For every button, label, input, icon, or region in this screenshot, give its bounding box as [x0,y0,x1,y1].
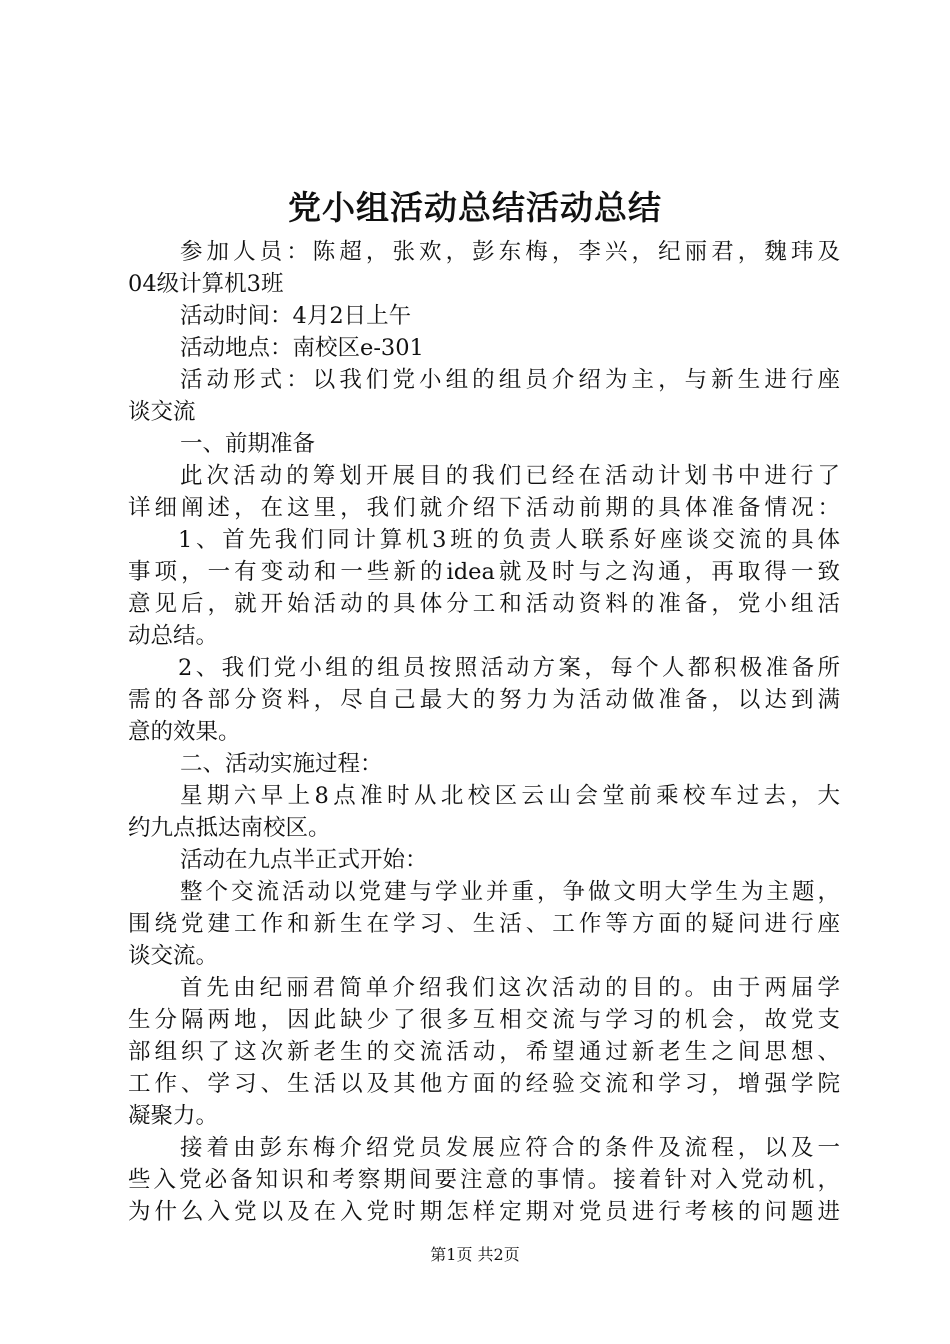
body-line: 围绕党建工作和新生在学习、生活、工作等方面的疑问进行座 [128,911,840,937]
body-line: 为什么入党以及在入党时期怎样定期对党员进行考核的问题进 [128,1199,840,1225]
document-body [128,236,840,1228]
section-heading: 一、前期准备 [180,431,316,457]
body-line: 些入党必备知识和考察期间要注意的事情。接着针对入党动机， [128,1167,840,1193]
body-line: 首先由纪丽君简单介绍我们这次活动的目的。由于两届学 [180,975,840,1001]
body-line: 此次活动的筹划开展目的我们已经在活动计划书中进行了 [180,463,840,489]
body-line: 意见后，就开始活动的具体分工和活动资料的准备，党小组活 [128,591,840,617]
body-line: 事项，一有变动和一些新的idea就及时与之沟通，再取得一致 [128,559,840,585]
body-line: 整个交流活动以党建与学业并重，争做文明大学生为主题， [180,879,840,905]
body-line: 凝聚力。 [128,1103,219,1129]
body-line: 谈交流。 [128,943,219,969]
body-line: 2、我们党小组的组员按照活动方案，每个人都积极准备所 [178,655,840,681]
body-line: 动总结。 [128,623,219,649]
body-line: 详细阐述，在这里，我们就介绍下活动前期的具体准备情况： [128,495,840,521]
body-line: 1、首先我们同计算机3班的负责人联系好座谈交流的具体 [178,527,840,553]
body-line: 生分隔两地，因此缺少了很多互相交流与学习的机会，故党支 [128,1007,840,1033]
body-line: 约九点抵达南校区。 [128,815,331,841]
body-line: 意的效果。 [128,719,241,745]
body-line: 参加人员：陈超，张欢，彭东梅，李兴，纪丽君，魏玮及 [180,239,840,265]
body-line: 活动在九点半正式开始： [180,847,428,873]
document-title: 党小组活动总结活动总结 [288,188,662,227]
body-line: 部组织了这次新老生的交流活动，希望通过新老生之间思想、 [128,1039,840,1065]
body-line: 活动形式：以我们党小组的组员介绍为主，与新生进行座 [180,367,840,393]
body-line: 需的各部分资料，尽自己最大的努力为活动做准备，以达到满 [128,687,840,713]
page-footer: 第1页 共2页 [430,1245,520,1264]
section-heading: 二、活动实施过程： [180,751,383,777]
body-line: 04级计算机3班 [128,271,284,297]
body-line: 活动时间：4月2日上午 [180,303,412,329]
body-line: 活动地点：南校区e-301 [180,335,424,361]
body-line: 谈交流 [128,399,196,425]
body-line: 星期六早上8点准时从北校区云山会堂前乘校车过去，大 [180,783,840,809]
body-line: 接着由彭东梅介绍党员发展应符合的条件及流程，以及一 [180,1135,840,1161]
body-line: 工作、学习、生活以及其他方面的经验交流和学习，增强学院 [128,1071,840,1097]
